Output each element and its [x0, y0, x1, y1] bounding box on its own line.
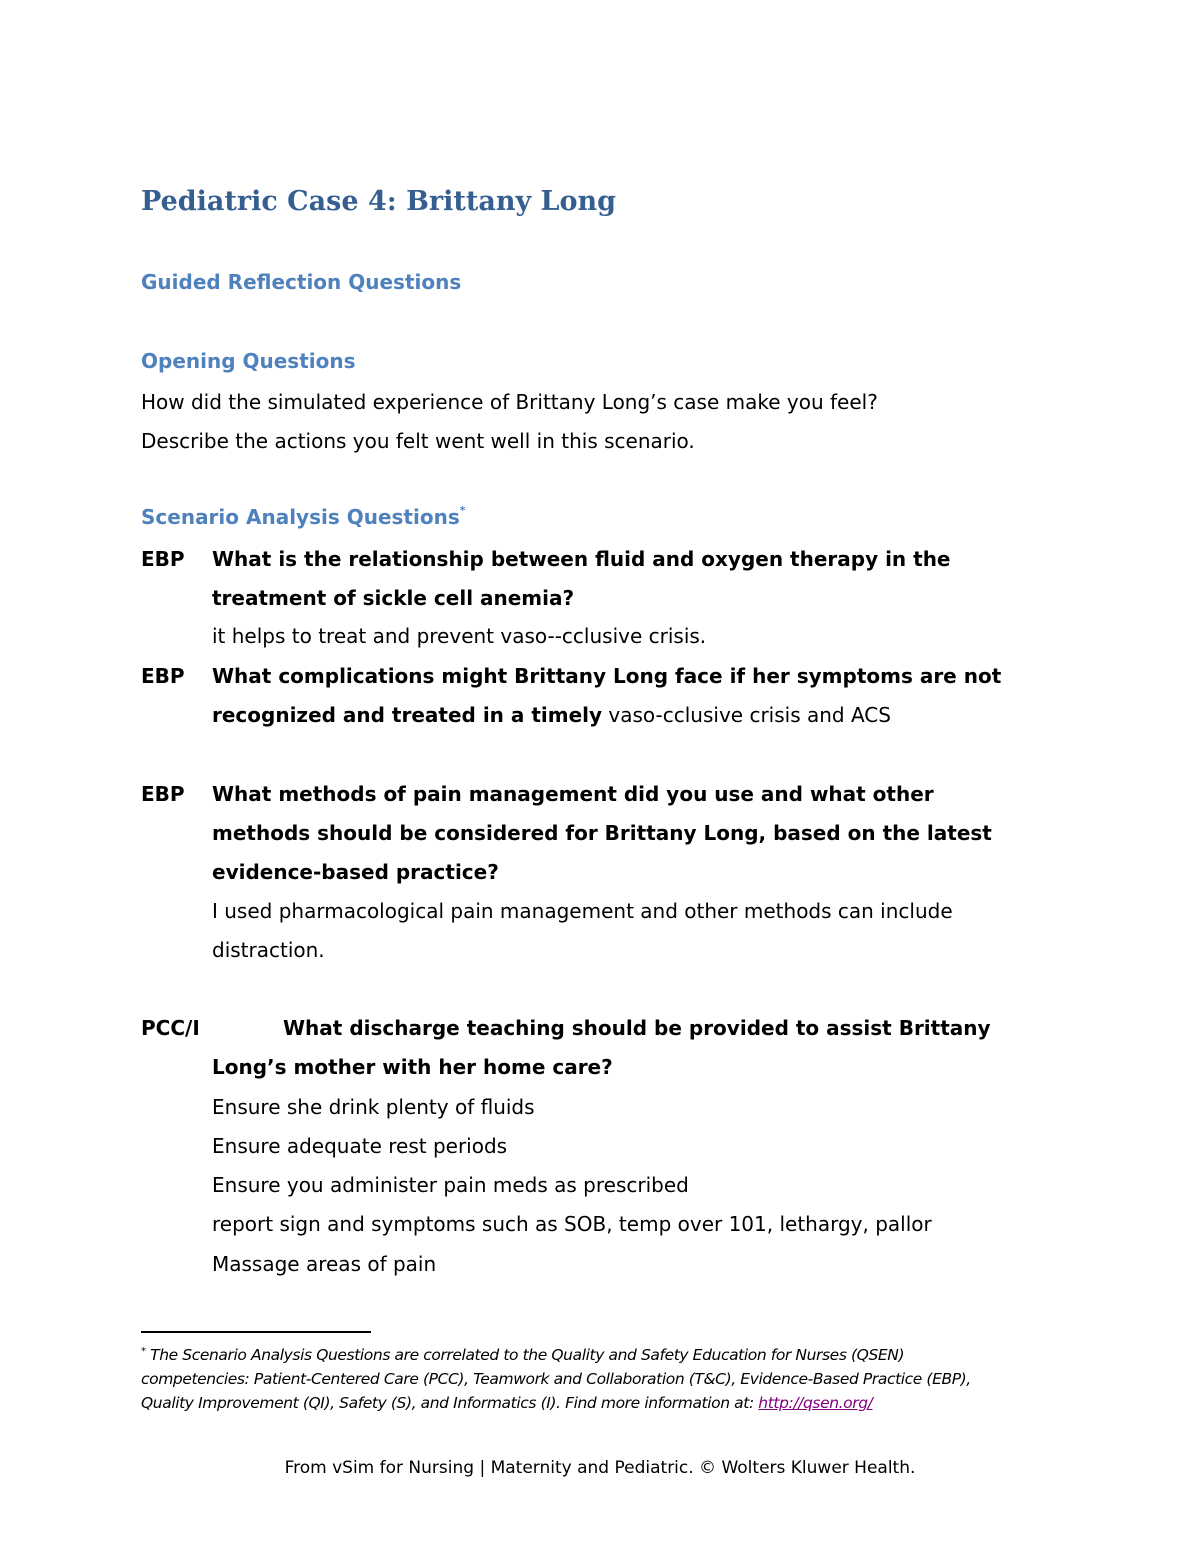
footnote-ref-marker: *	[459, 504, 466, 518]
q3-answer-line-1: I used pharmacological pain management and other methods can include	[212, 899, 953, 923]
q3-tag: EBP	[141, 782, 185, 806]
footnote-line-3	[141, 1391, 1061, 1415]
footnote-line-1-text: The Scenario Analysis Questions are correlated to the Quality and Safety Education for Nurses (QSEN)	[150, 1346, 905, 1365]
scenario-heading-text: Scenario Analysis Questions	[141, 505, 460, 529]
footnote-line-3-text: Quality Improvement (QI), Safety (S), and Informatics (I). Find more information at:	[141, 1394, 759, 1413]
q1-answer: it helps to treat and prevent vaso--cclusive crisis.	[212, 624, 707, 648]
scenario-analysis-heading	[141, 505, 466, 529]
footnote-separator	[141, 1331, 371, 1333]
q3-question-line-3: evidence-based practice?	[212, 860, 499, 884]
q2-question-line-1: What complications might Brittany Long face if her symptoms are not	[212, 664, 1002, 688]
q4-question-line-1: What discharge teaching should be provided to assist Brittany	[283, 1016, 991, 1040]
q3-question-line-1: What methods of pain management did you use and what other	[212, 782, 934, 806]
footnote-line-1	[141, 1340, 1061, 1367]
q2-question-line-2-text: recognized and treated in a timely	[212, 703, 603, 727]
footnote-marker: *	[141, 1346, 146, 1357]
q4-answer-line-5: Massage areas of pain	[212, 1252, 437, 1276]
page-footer: From vSim for Nursing | Maternity and Pediatric. © Wolters Kluwer Health.	[284, 1458, 916, 1478]
q4-answer-line-2: Ensure adequate rest periods	[212, 1134, 508, 1158]
q2-tag: EBP	[141, 664, 185, 688]
guided-reflection-heading: Guided Reflection Questions	[141, 270, 462, 294]
q2-question-line-2	[212, 696, 891, 735]
q1-question-line-1: What is the relationship between fluid and oxygen therapy in the	[212, 547, 951, 571]
q3-answer-line-2: distraction.	[212, 938, 325, 962]
footnote	[141, 1340, 1061, 1415]
q1-question-line-2: treatment of sickle cell anemia?	[212, 586, 575, 610]
opening-questions-heading: Opening Questions	[141, 349, 356, 373]
opening-question-1: How did the simulated experience of Brittany Long’s case make you feel?	[141, 390, 878, 414]
page-title: Pediatric Case 4: Brittany Long	[141, 186, 617, 217]
q2-answer: vaso-cclusive crisis and ACS	[602, 703, 891, 727]
q4-answer-line-4: report sign and symptoms such as SOB, temp over 101, lethargy, pallor	[212, 1212, 932, 1236]
opening-question-2: Describe the actions you felt went well in this scenario.	[141, 429, 695, 453]
q4-answer-line-3: Ensure you administer pain meds as prescribed	[212, 1173, 689, 1197]
qsen-link[interactable]: http://qsen.org/	[758, 1394, 873, 1413]
q4-question-line-2: Long’s mother with her home care?	[212, 1055, 613, 1079]
q1-tag: EBP	[141, 547, 185, 571]
q3-question-line-2: methods should be considered for Brittany Long, based on the latest	[212, 821, 992, 845]
q4-tag: PCC/I	[141, 1016, 200, 1040]
footnote-line-2: competencies: Patient-Centered Care (PCC), Teamwork and Collaboration (T&C), Evidence-Based Practice (EBP),	[141, 1370, 971, 1389]
q4-answer-line-1: Ensure she drink plenty of fluids	[212, 1095, 535, 1119]
